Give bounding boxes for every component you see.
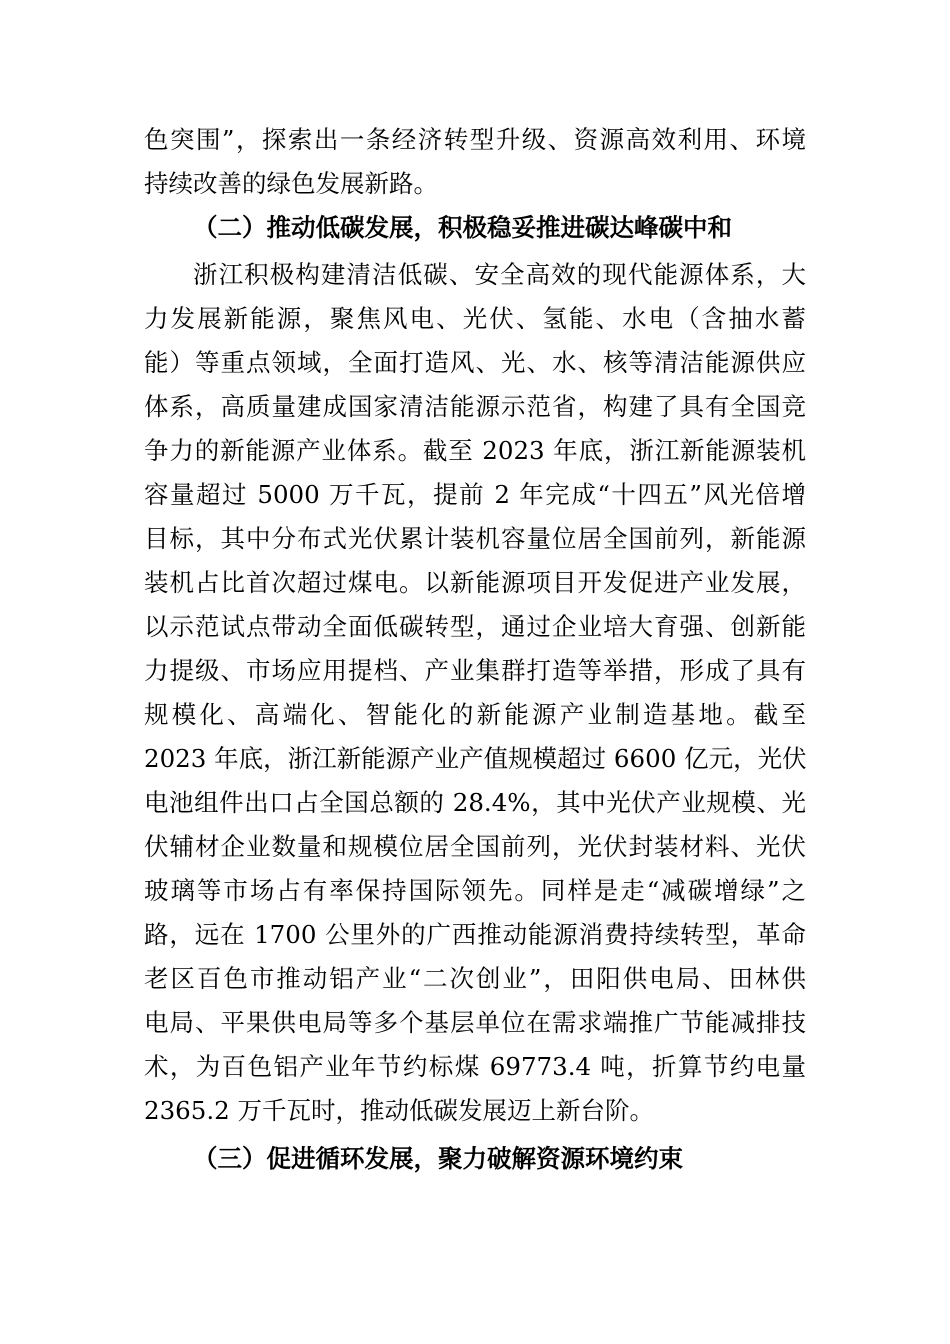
paragraph-line: 以示范试点带动全面低碳转型，通过企业培大育强、创新能: [144, 612, 806, 641]
paragraph-line: 电池组件出口占全国总额的 28.4%，其中光伏产业规模、光: [144, 788, 806, 817]
paragraph-line: 色突围”，探索出一条经济转型升级、资源高效利用、环境: [144, 125, 806, 154]
paragraph-line: 路，远在 1700 公里外的广西推动能源消费持续转型，革命: [144, 920, 806, 949]
paragraph-line: 能）等重点领域，全面打造风、光、水、核等清洁能源供应: [144, 348, 806, 377]
paragraph-line: 伏辅材企业数量和规模位居全国前列，光伏封装材料、光伏: [144, 832, 806, 861]
paragraph-line: 浙江积极构建清洁低碳、安全高效的现代能源体系，大: [193, 260, 806, 289]
paragraph-line: 容量超过 5000 万千瓦，提前 2 年完成“十四五”风光倍增: [144, 480, 806, 509]
paragraph-line: 老区百色市推动铝产业“二次创业”，田阳供电局、田林供: [144, 964, 806, 993]
paragraph-line: 规模化、高端化、智能化的新能源产业制造基地。截至: [144, 700, 806, 729]
paragraph-line: 力提级、市场应用提档、产业集群打造等举措，形成了具有: [144, 656, 806, 685]
paragraph-line: 玻璃等市场占有率保持国际领先。同样是走“减碳增绿”之: [144, 876, 806, 905]
section-heading-two: （二）推动低碳发展，积极稳妥推进碳达峰碳中和: [193, 213, 732, 242]
paragraph-line: 2365.2 万千瓦时，推动低碳发展迈上新台阶。: [144, 1096, 655, 1125]
paragraph-line: 电局、平果供电局等多个基层单位在需求端推广节能减排技: [144, 1008, 806, 1037]
paragraph-line: 术，为百色铝产业年节约标煤 69773.4 吨，折算节约电量: [144, 1052, 806, 1081]
paragraph-line: 目标，其中分布式光伏累计装机容量位居全国前列，新能源: [144, 524, 806, 553]
section-heading-three: （三）促进循环发展，聚力破解资源环境约束: [193, 1144, 683, 1173]
paragraph-line: 装机占比首次超过煤电。以新能源项目开发促进产业发展，: [144, 568, 806, 597]
paragraph-line: 2023 年底，浙江新能源产业产值规模超过 6600 亿元，光伏: [144, 744, 807, 773]
paragraph-line: 持续改善的绿色发展新路。: [144, 169, 438, 198]
paragraph-line: 体系，高质量建成国家清洁能源示范省，构建了具有全国竞: [144, 392, 806, 421]
paragraph-line: 力发展新能源，聚焦风电、光伏、氢能、水电（含抽水蓄: [144, 304, 806, 333]
paragraph-line: 争力的新能源产业体系。截至 2023 年底，浙江新能源装机: [144, 436, 806, 465]
